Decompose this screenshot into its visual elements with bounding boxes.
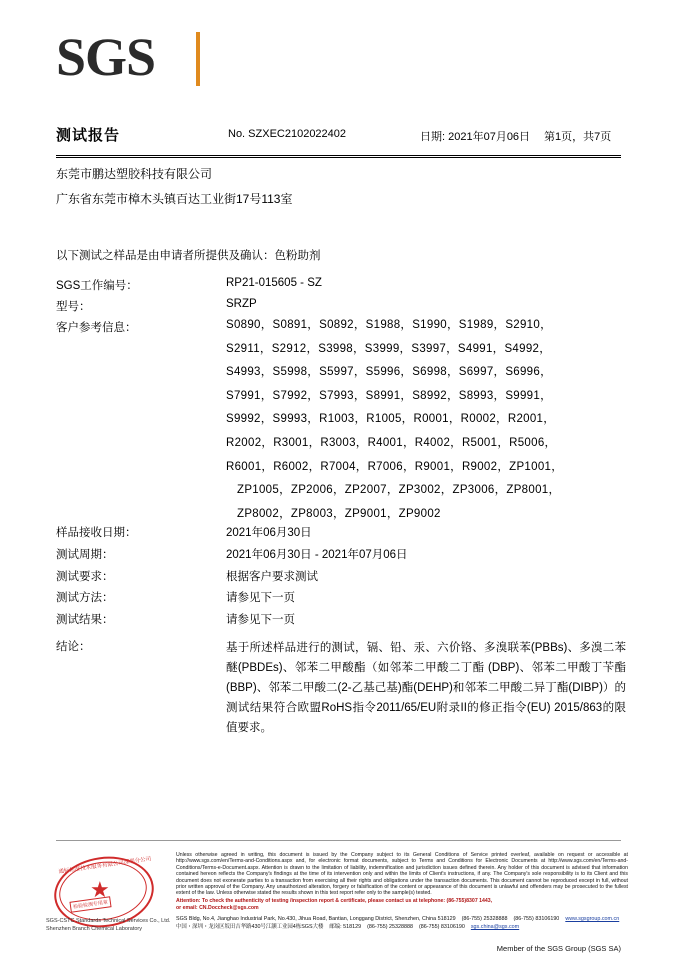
list-item: ZP8002，ZP8003，ZP9001，ZP9002 [237,507,441,520]
page-title: 测试报告 [56,127,121,144]
page-counter: 第1页，共7页 [544,131,612,143]
footer-website[interactable]: www.sgsgroup.com.cn [565,916,620,922]
list-item: S4993，S5998，S5997，S5996，S6998，S6997，S6996， [226,366,552,379]
footer-address-cn: 中国・深圳・龙岗区坂田吉华路430号江灏工业园4栋SGS大楼 [176,924,324,931]
field-value: RP21-015605 - SZ [226,277,322,289]
footer-attention-line-1: Attention: To check the authenticity of testing /inspection report & certificate, please contact us at telephone: (86-755)8307 1443, [176,898,493,904]
field-value: 根据客户要求测试 [226,571,318,583]
footer-attention [176,898,628,912]
star-icon: ★ [90,877,110,902]
footer-tel-cn: (86-755) 25328888 [367,924,413,931]
field-label: 样品接收日期： [56,527,137,539]
customer-reference-list [226,314,626,526]
field-label: 客户参考信息： [56,322,137,334]
conclusion-text: 基于所述样品进行的测试，镉、铅、汞、六价铬、多溴联苯(PBBs)、多溴二苯醚(PBDEs)、邻苯二甲酸酯（如邻苯二甲酸二丁酯 (DBP)、邻苯二甲酸丁苄酯(BBP)、邻苯二甲酸二(2-乙基己基)酯(DEHP)和邻苯二甲酸二异丁酯(DIBP)）的测试结果符合欧盟RoHS指令2011/65/EU附录II的修正指令(EU) 2015/863的限值要求。 [226,642,626,734]
footer-tel-en: (86-755) 25328888 [461,916,508,922]
footer-address-en-row [176,915,628,923]
list-item: S9992，S9993，R1003，R1005，R0001，R0002，R2001， [226,413,556,426]
footer-fax-en: (86-755) 83106190 [513,916,560,922]
footer-legal-text: Unless otherwise agreed in writing, this document is issued by the Company subject to its General Conditions of Service printed overleaf, available on request or accessible at http://www.sgs.com/en/Terms-and-Conditions.aspx and, for electronic format documents, subject to Terms and Conditions for Electronic Documents at http://www.sgs.com/en/Terms-and-Conditions/Terms-e-Document.aspx. Attention is drawn to the limitation of liability, indemnification and jurisdiction issues defined therein. Any holder of this document is advised that information contained hereon reflects the Company's findings at the time of its intervention only and within the limits of Client's instructions, if any. The Company's sole responsibility is to its Client and this document does not exonerate parties to a transaction from exercising all their rights and obligations under the transaction documents. This document cannot be reproduced except in full, without prior written approval of the Company. Any unauthorized alteration, forgery or falsification of the content or appearance of this document is unlawful and offenders may be prosecuted to the fullest extent of the law. Unless otherwise stated the results shown in this test report refer only to the sample(s) tested. [176,852,628,897]
client-name: 东莞市鹏达塑胶科技有限公司 [56,167,213,181]
header-divider-2 [56,157,621,158]
field-value: 请参见下一页 [226,614,295,626]
footer-fax-cn: (86-755) 83106190 [419,924,465,931]
footer-email[interactable]: sgs.china@sgs.com [470,924,520,931]
list-item: ZP1005，ZP2006，ZP2007，ZP3002，ZP3006，ZP8001， [237,484,561,497]
footer-member-line: Member of the SGS Group (SGS SA) [496,944,621,953]
field-value: 请参见下一页 [226,592,295,604]
field-value: 2021年06月30日 [226,527,312,539]
footer-divider [56,840,621,841]
stamp-caption-line-1: SGS-CSTC Standards Technical Services Co., Ltd. [46,918,171,924]
stamp-caption-line-2: Shenzhen Branch Chemical Laboratory [46,926,143,932]
field-label: 测试要求： [56,571,114,583]
sgs-logo-text: SGS [56,27,156,87]
sgs-logo [56,28,196,90]
field-label: 结论： [56,641,91,653]
footer-address-en: SGS Bldg, No.4, Jianghao Industrial Park, No.430, Jihua Road, Bantian, Longgang District, Shenzhen, China 518129 [176,916,456,922]
stamp-arc-text: 通标标准技术服务有限公司深圳分公司 [58,856,152,876]
official-stamp [46,855,174,931]
field-label: 测试结果： [56,614,114,626]
list-item: S2911，S2912，S3998，S3999，S3997，S4991，S4992， [226,342,552,355]
client-address: 广东省东莞市樟木头镇百达工业街17号113室 [56,192,293,206]
field-label: SGS工作编号： [56,280,138,292]
list-item: S7991，S7992，S7993，S8991，S8992，S8993，S9991， [226,389,552,402]
list-item: R2002，R3001，R3003，R4001，R4002，R5001，R5006， [226,436,557,449]
stamp-inner-text: 检验检测专用章 [69,896,111,913]
field-value: 2021年06月30日 - 2021年07月06日 [226,549,408,561]
header-divider [56,155,621,156]
footer-address [176,915,628,932]
footer-address-cn-row [176,923,628,931]
report-number: No. SZXEC2102022402 [228,128,347,140]
field-value: SRZP [226,298,257,310]
footer-zip-cn: 邮编: 518129 [329,924,362,931]
sgs-logo-bar [196,32,200,86]
sample-note: 以下测试之样品是由申请者所提供及确认：色粉助剂 [56,250,321,262]
report-date: 日期: 2021年07月06日 [420,131,531,143]
field-label: 测试方法： [56,592,114,604]
footer-attention-line-2: or email: CN.Doccheck@sgs.com [176,905,259,911]
list-item: S0890，S0891，S0892，S1988，S1990，S1989，S2910， [226,319,552,331]
field-label: 型号： [56,301,91,313]
field-label: 测试周期： [56,549,114,561]
list-item: R6001，R6002，R7004，R7006，R9001，R9002，ZP1001， [226,460,564,473]
